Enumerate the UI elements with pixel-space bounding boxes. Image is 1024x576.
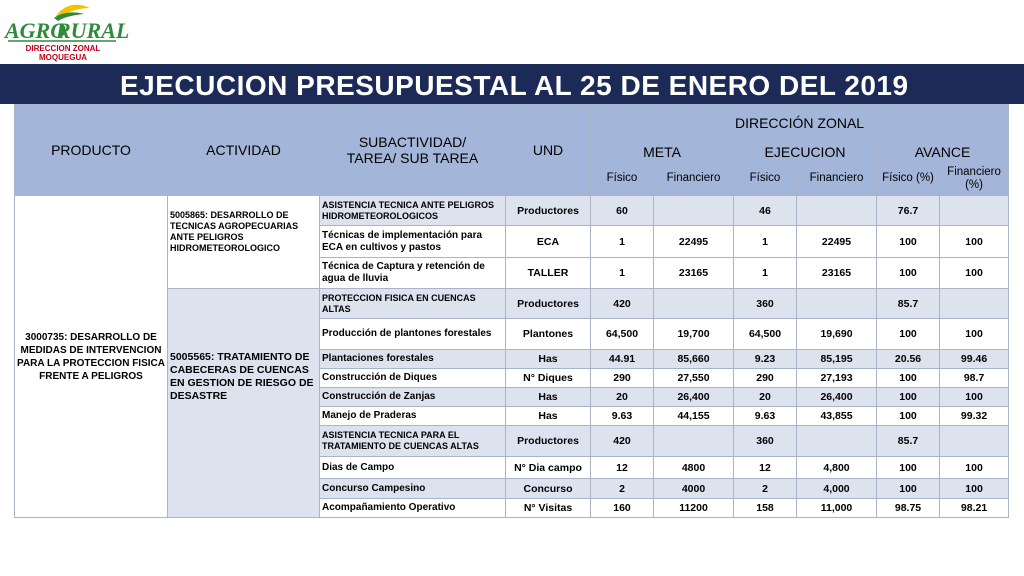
meta-fisico-cell: 160 [591,499,654,518]
subactividad-cell: Plantaciones forestales [320,350,506,369]
logo-text-agro: AGRO [5,18,67,43]
avance-fisico-cell: 100 [877,407,940,426]
subactividad-cell: PROTECCION FISICA EN CUENCAS ALTAS [320,289,506,319]
und-cell: Has [506,350,591,369]
meta-financiero-cell [654,426,734,457]
avance-financiero-cell: 100 [940,457,1009,479]
subactividad-cell: Acompañamiento Operativo [320,499,506,518]
avance-financiero-cell: 100 [940,388,1009,407]
meta-financiero-cell [654,289,734,319]
avance-financiero-cell: 98.21 [940,499,1009,518]
ejecucion-financiero-cell [797,289,877,319]
ejecucion-fisico-cell: 12 [734,457,797,479]
avance-fisico-cell: 85.7 [877,289,940,319]
ejecucion-financiero-cell: 11,000 [797,499,877,518]
table-header [15,105,1009,196]
subactividad-cell: Dias de Campo [320,457,506,479]
und-cell: TALLER [506,258,591,289]
subactividad-cell: Técnicas de implementación para ECA en cultivos y pastos [320,226,506,258]
page-title: EJECUCION PRESUPUESTAL AL 25 DE ENERO DEL 2019 [120,70,909,101]
header-producto: PRODUCTO [15,105,168,196]
avance-fisico-cell: 100 [877,479,940,499]
producto-cell: 3000735: DESARROLLO DE MEDIDAS DE INTERVENCION PARA LA PROTECCION FISICA FRENTE A PELIGROS [15,196,168,518]
logo-subtitle-line2: MOQUEGUA [39,53,87,62]
meta-fisico-cell: 12 [591,457,654,479]
logo-text-rural: RURAL [56,18,130,43]
meta-financiero-cell: 85,660 [654,350,734,369]
header-direccion-zonal: DIRECCIÓN ZONAL [591,105,1009,142]
ejecucion-fisico-cell: 1 [734,258,797,289]
header-meta-financiero: Financiero [654,162,734,196]
avance-financiero-cell: 100 [940,479,1009,499]
meta-fisico-cell: 44.91 [591,350,654,369]
agrorural-logo-mark [4,2,130,44]
avance-financiero-cell: 99.32 [940,407,1009,426]
budget-table [14,104,1009,518]
ejecucion-fisico-cell: 64,500 [734,319,797,350]
avance-financiero-cell: 98.7 [940,369,1009,388]
header-meta: META [591,142,734,162]
und-cell: N° Dia campo [506,457,591,479]
avance-financiero-cell: 100 [940,226,1009,258]
ejecucion-financiero-cell: 26,400 [797,388,877,407]
und-cell: N° Diques [506,369,591,388]
avance-financiero-cell: 100 [940,258,1009,289]
ejecucion-fisico-cell: 360 [734,289,797,319]
subactividad-cell: Manejo de Praderas [320,407,506,426]
meta-financiero-cell: 44,155 [654,407,734,426]
und-cell: Has [506,407,591,426]
meta-financiero-cell: 26,400 [654,388,734,407]
avance-fisico-cell: 100 [877,319,940,350]
header-actividad: ACTIVIDAD [168,105,320,196]
ejecucion-fisico-cell: 1 [734,226,797,258]
ejecucion-fisico-cell: 360 [734,426,797,457]
avance-fisico-cell: 98.75 [877,499,940,518]
meta-fisico-cell: 290 [591,369,654,388]
actividad-cell [168,289,320,518]
subactividad-cell: Concurso Campesino [320,479,506,499]
ejecucion-fisico-cell: 46 [734,196,797,226]
meta-fisico-cell: 20 [591,388,654,407]
agrorural-logo [4,2,130,64]
header-und: UND [506,105,591,196]
und-cell: Has [506,388,591,407]
avance-financiero-cell [940,196,1009,226]
ejecucion-financiero-cell: 27,193 [797,369,877,388]
subactividad-cell: Técnica de Captura y retención de agua de lluvia [320,258,506,289]
ejecucion-financiero-cell: 43,855 [797,407,877,426]
meta-financiero-cell: 4800 [654,457,734,479]
actividad-label: 5005565: TRATAMIENTO DE CABECERAS DE CUENCAS EN GESTION DE RIESGO DE DESASTRE [170,351,314,402]
ejecucion-financiero-cell: 4,800 [797,457,877,479]
meta-financiero-cell: 19,700 [654,319,734,350]
und-cell: Plantones [506,319,591,350]
ejecucion-financiero-cell: 23165 [797,258,877,289]
avance-fisico-cell: 85.7 [877,426,940,457]
subactividad-cell: Construcción de Zanjas [320,388,506,407]
meta-fisico-cell: 420 [591,426,654,457]
meta-fisico-cell: 9.63 [591,407,654,426]
meta-financiero-cell: 22495 [654,226,734,258]
avance-fisico-cell: 76.7 [877,196,940,226]
und-cell: N° Visitas [506,499,591,518]
ejecucion-fisico-cell: 9.23 [734,350,797,369]
ejecucion-fisico-cell: 9.63 [734,407,797,426]
avance-financiero-cell: 100 [940,319,1009,350]
und-cell: ECA [506,226,591,258]
header-ejecucion-fisico: Físico [734,162,797,196]
logo-subtitle-line1: DIRECCION ZONAL [25,44,101,53]
ejecucion-fisico-cell: 20 [734,388,797,407]
header-ejecucion-financiero: Financiero [797,162,877,196]
header-avance-fisico: Físico (%) [877,162,940,196]
actividad-cell [168,196,320,289]
avance-fisico-cell: 100 [877,226,940,258]
ejecucion-financiero-cell: 85,195 [797,350,877,369]
title-banner [0,64,1024,104]
meta-fisico-cell: 60 [591,196,654,226]
avance-fisico-cell: 100 [877,388,940,407]
meta-fisico-cell: 420 [591,289,654,319]
subactividad-cell: ASISTENCIA TECNICA PARA EL TRATAMIENTO DE CUENCAS ALTAS [320,426,506,457]
actividad-label: 5005865: DESARROLLO DE TECNICAS AGROPECUARIAS ANTE PELIGROS HIDROMETEOROLOGICO [170,210,299,253]
ejecucion-fisico-cell: 290 [734,369,797,388]
ejecucion-fisico-cell: 158 [734,499,797,518]
avance-fisico-cell: 20.56 [877,350,940,369]
meta-fisico-cell: 64,500 [591,319,654,350]
header-meta-fisico: Físico [591,162,654,196]
subactividad-cell: Construcción de Diques [320,369,506,388]
table-row [15,196,1009,226]
header-avance-financiero: Financiero (%) [940,162,1009,196]
avance-fisico-cell: 100 [877,369,940,388]
meta-fisico-cell: 1 [591,258,654,289]
meta-financiero-cell: 27,550 [654,369,734,388]
table-body [15,196,1009,518]
avance-fisico-cell: 100 [877,258,940,289]
und-cell: Concurso [506,479,591,499]
ejecucion-financiero-cell [797,196,877,226]
header-subactividad [320,105,506,196]
avance-fisico-cell: 100 [877,457,940,479]
avance-financiero-cell [940,426,1009,457]
header-ejecucion: EJECUCION [734,142,877,162]
ejecucion-financiero-cell [797,426,877,457]
meta-fisico-cell: 2 [591,479,654,499]
ejecucion-financiero-cell: 4,000 [797,479,877,499]
header-subactividad-line2: TAREA/ SUB TAREA [346,150,479,166]
meta-financiero-cell: 4000 [654,479,734,499]
und-cell: Productores [506,196,591,226]
avance-financiero-cell [940,289,1009,319]
und-cell: Productores [506,289,591,319]
header-subactividad-line1: SUBACTIVIDAD/ [358,134,467,150]
meta-financiero-cell: 11200 [654,499,734,518]
und-cell: Productores [506,426,591,457]
meta-financiero-cell: 23165 [654,258,734,289]
ejecucion-fisico-cell: 2 [734,479,797,499]
ejecucion-financiero-cell: 19,690 [797,319,877,350]
subactividad-cell: Producción de plantones forestales [320,319,506,350]
ejecucion-financiero-cell: 22495 [797,226,877,258]
subactividad-cell: ASISTENCIA TECNICA ANTE PELIGROS HIDROMETEOROLOGICOS [320,196,506,226]
header-avance: AVANCE [877,142,1009,162]
meta-financiero-cell [654,196,734,226]
avance-financiero-cell: 99.46 [940,350,1009,369]
meta-fisico-cell: 1 [591,226,654,258]
